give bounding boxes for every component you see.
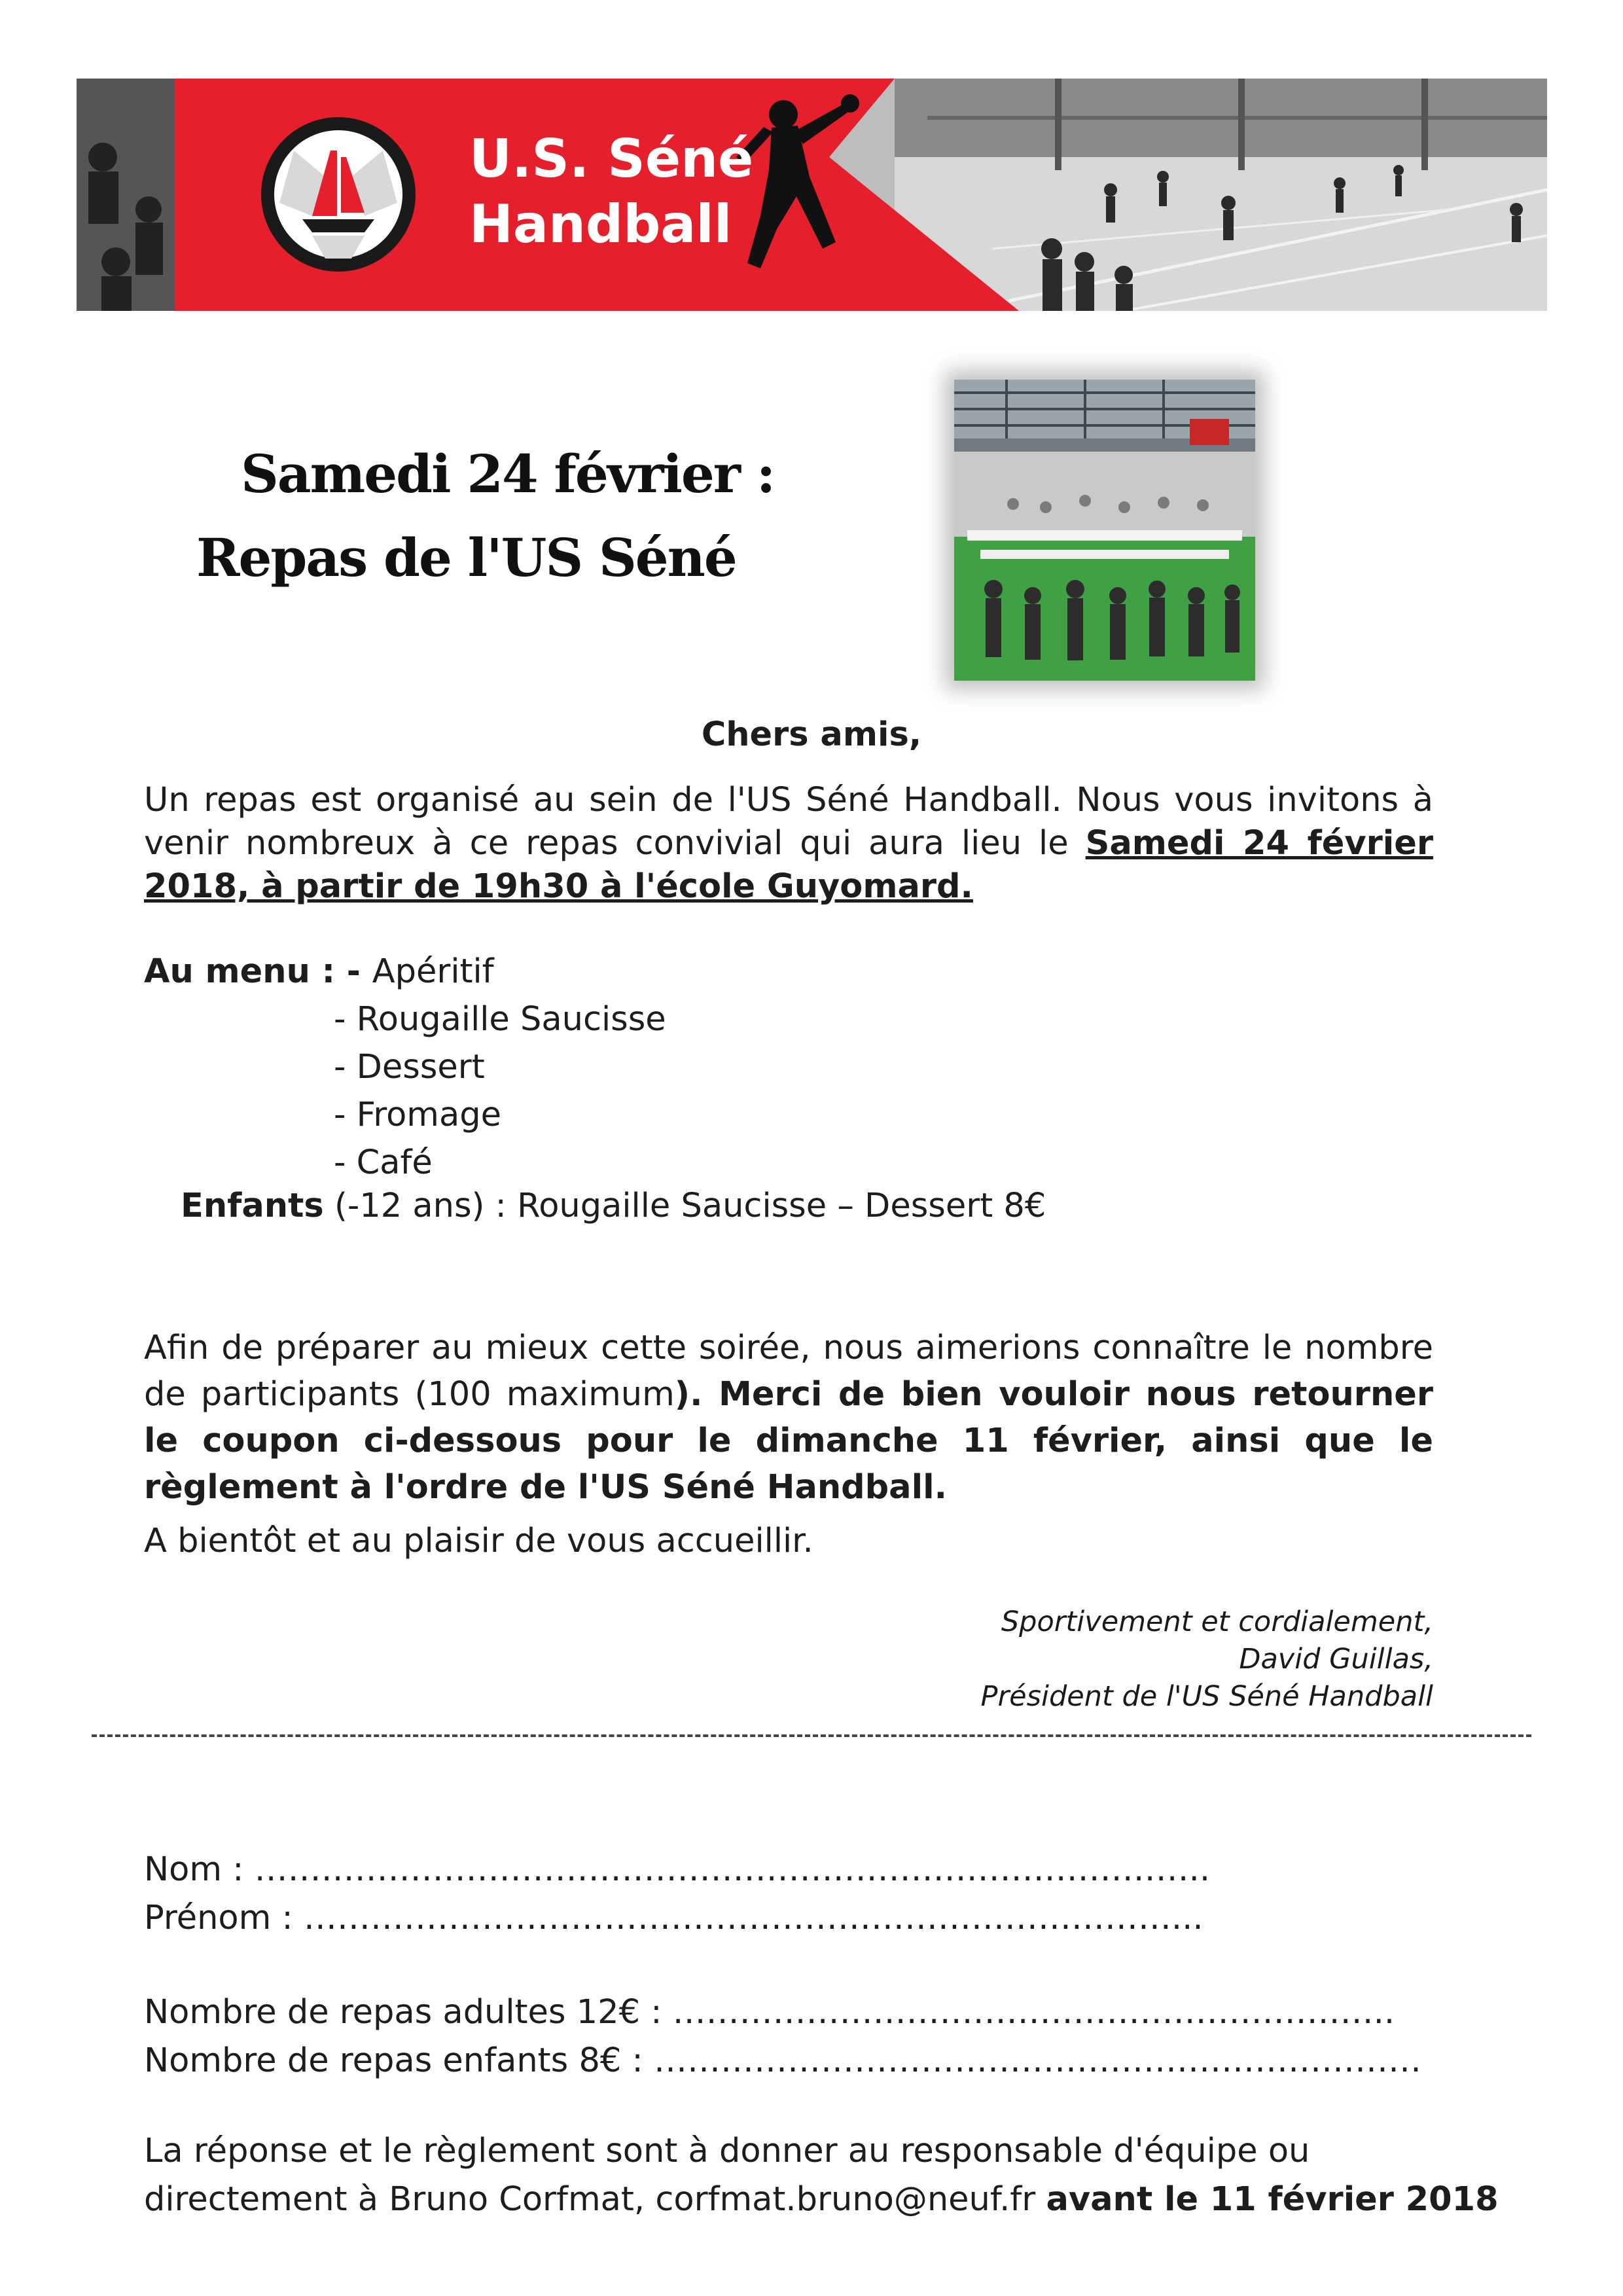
kids-meals-field[interactable]: Nombre de repas enfants 8€ : …………………………………………………………… xyxy=(144,2041,1421,2080)
event-title xyxy=(196,432,851,600)
closing-line: A bientôt et au plaisir de vous accueillir. xyxy=(144,1522,813,1560)
menu-label: Au menu : - xyxy=(144,952,372,991)
signature-name: David Guillas, xyxy=(1239,1643,1433,1676)
reply-text: La réponse et le règlement sont à donner au responsable d'équipe ou directement à Bruno Corfmat, corfmat.bruno@neuf.fr xyxy=(144,2132,1310,2219)
coupon-cut-line xyxy=(92,1734,1531,1737)
greeting-text: Chers amis, xyxy=(701,715,922,754)
info-paragraph xyxy=(144,1325,1433,1511)
kids-menu-text: (-12 ans) : Rougaille Saucisse – Dessert 8€ xyxy=(323,1187,1046,1225)
title-line-event: Repas de l'US Séné xyxy=(196,527,736,588)
menu-item: - Café xyxy=(334,1143,433,1182)
menu-item: - Fromage xyxy=(334,1096,501,1134)
nom-field[interactable]: Nom : ………………………………………………………………………….. xyxy=(144,1850,1211,1889)
signature xyxy=(785,1604,1433,1715)
adult-meals-field[interactable]: Nombre de repas adultes 12€ : ……………………………………………………….. xyxy=(144,1993,1395,2032)
signature-role: Président de l'US Séné Handball xyxy=(980,1680,1433,1713)
club-name-line1: U.S. Séné xyxy=(469,128,754,189)
club-name-line2: Handball xyxy=(469,194,732,255)
reply-instructions xyxy=(144,2127,1518,2224)
menu-item: Apéritif xyxy=(372,952,494,991)
prenom-field[interactable]: Prénom : ……………………………………………………………………... xyxy=(144,1899,1204,1937)
header-banner xyxy=(77,79,1547,311)
greeting xyxy=(0,713,1623,757)
kids-menu xyxy=(181,1185,1359,1228)
menu-item: - Rougaille Saucisse xyxy=(334,1000,666,1039)
kids-label: Enfants xyxy=(181,1187,324,1225)
club-logo xyxy=(261,117,416,272)
title-line-date: Samedi 24 février : xyxy=(241,443,775,505)
event-date-location: Samedi 24 février 2018, à partir de 19h30 à l'école Guyomard. xyxy=(144,824,1433,906)
signature-salutation: Sportivement et cordialement, xyxy=(1001,1605,1433,1638)
menu-item: - Dessert xyxy=(334,1048,485,1086)
reply-deadline: avant le 11 février 2018 xyxy=(1046,2180,1499,2219)
menu-first-line xyxy=(144,948,1322,996)
menu-list xyxy=(144,948,1322,1187)
info-text: Afin de préparer au mieux cette soirée, nous aimerions connaître le nombre de participants (100 maximum xyxy=(144,1329,1433,1414)
info-request: ). Merci de bien vouloir nous retourner le coupon ci-dessous pour le dimanche 11 février, ainsi que le règlement à l'ordre de l'US Séné Handball. xyxy=(144,1375,1433,1507)
event-photo xyxy=(954,380,1255,681)
coupon-form xyxy=(144,1846,1518,2085)
intro-paragraph xyxy=(144,779,1433,908)
intro-text: Un repas est organisé au sein de l'US Séné Handball. Nous vous invitons à venir nombreux à ce repas convivial qui aura lieu le xyxy=(144,781,1433,863)
